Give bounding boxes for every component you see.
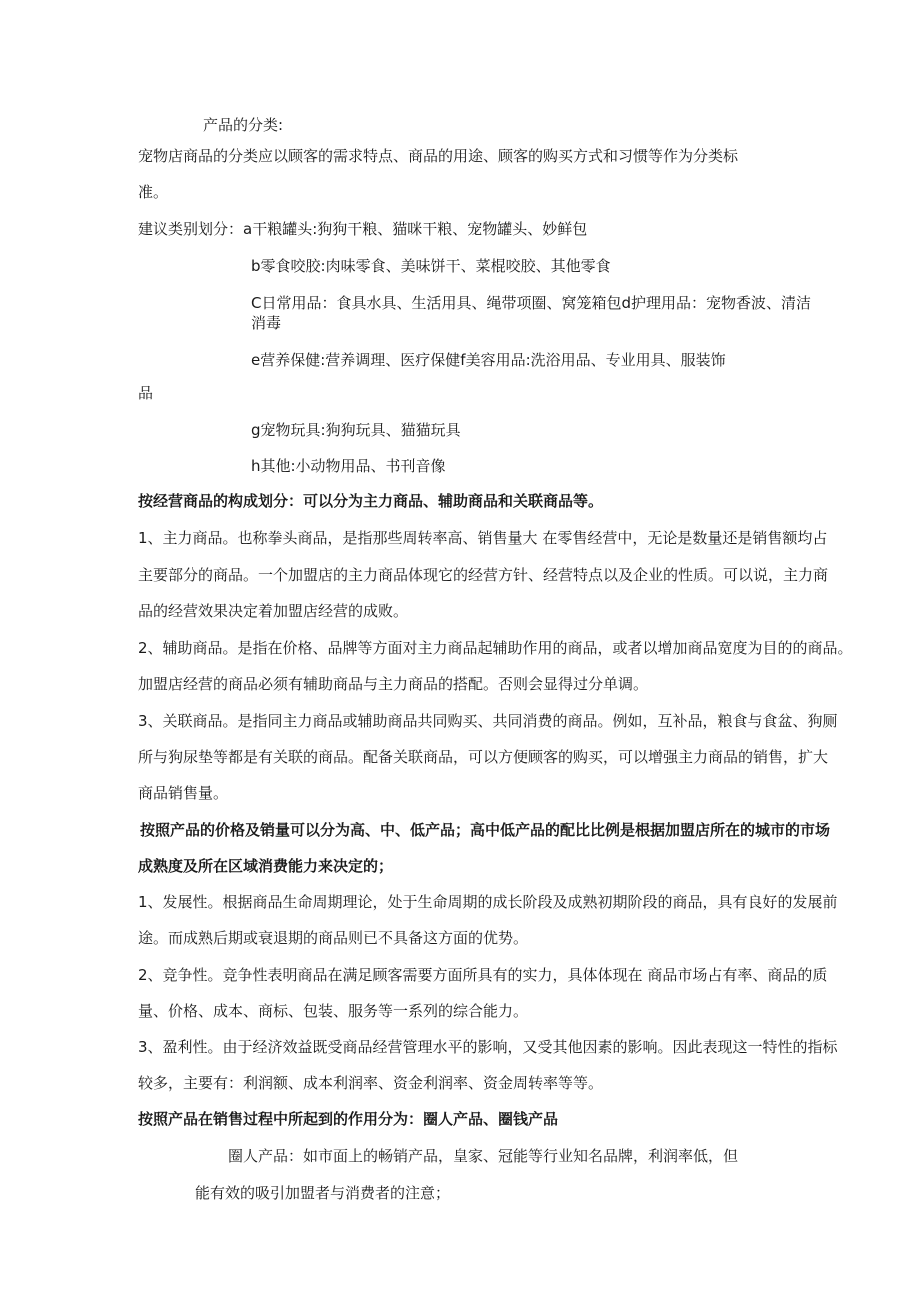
composition-p2-line-1: 2、辅助商品。是指在价格、品牌等方面对主力商品起辅助作用的商品，或者以增加商品宽度为目的的商品。 xyxy=(138,639,853,657)
price-p3-line-1: 3、盈利性。由于经济效益既受商品经营管理水平的影响，又受其他因素的影响。因此表现这一特性的指标 xyxy=(138,1038,838,1056)
category-c-line-2: 消毒 xyxy=(251,314,282,332)
role-line-2: 能有效的吸引加盟者与消费者的注意； xyxy=(195,1184,451,1202)
role-heading: 按照产品在销售过程中所起到的作用分为：圈人产品、圈钱产品 xyxy=(138,1110,559,1128)
category-b: b零食咬胶:肉味零食、美味饼干、菜棍咬胶、其他零食 xyxy=(251,257,611,275)
category-intro-line-1: 宠物店商品的分类应以顾客的需求特点、商品的用途、顾客的购买方式和习惯等作为分类标 xyxy=(138,147,739,165)
price-p3-line-2: 较多，主要有：利润额、成本利润率、资金利润率、资金周转率等等。 xyxy=(138,1074,604,1092)
price-p2-line-1: 2、竞争性。竞争性表明商品在满足顾客需要方面所具有的实力，具体体现在 商品市场占有率、商品的质 xyxy=(138,966,828,984)
category-e-line-2: 品 xyxy=(138,384,154,402)
price-p1-line-1: 1、发展性。根据商品生命周期理论，处于生命周期的成长阶段及成熟初期阶段的商品，具有良好的发展前 xyxy=(138,893,838,911)
composition-heading: 按经营商品的构成划分：可以分为主力商品、辅助商品和关联商品等。 xyxy=(138,492,604,510)
composition-p3-line-2: 所与狗尿垫等都是有关联的商品。配备关联商品，可以方便顾客的购买，可以增强主力商品的销售，扩大 xyxy=(138,748,829,766)
composition-p3-line-1: 3、关联商品。是指同主力商品或辅助商品共同购买、共同消费的商品。例如，互补品，粮食与食盆、狗厕 xyxy=(138,712,838,730)
price-heading-line-1: 按照产品的价格及销量可以分为高、中、低产品；高中低产品的配比比例是根据加盟店所在的城市的市场 xyxy=(140,821,831,839)
category-c-line-1: C日常用品：食具水具、生活用具、绳带项圈、窝笼箱包d护理用品：宠物香波、清洁 xyxy=(251,294,811,312)
composition-p1-line-1: 1、主力商品。也称拳头商品，是指那些周转率高、销售量大 在零售经营中，无论是数量还是销售额均占 xyxy=(138,529,828,547)
category-a: 建议类别划分：a干粮罐头:狗狗干粮、猫咪干粮、宠物罐头、妙鲜包 xyxy=(138,220,588,238)
category-heading: 产品的分类: xyxy=(203,116,284,134)
role-line-1: 圈人产品：如市面上的畅销产品，皇家、冠能等行业知名品牌，利润率低，但 xyxy=(228,1147,739,1165)
price-p2-line-2: 量、价格、成本、商标、包装、服务等一系列的综合能力。 xyxy=(138,1002,529,1020)
composition-p1-line-2: 主要部分的商品。一个加盟店的主力商品体现它的经营方针、经营特点以及企业的性质。可以说，主力商 xyxy=(138,566,829,584)
price-heading-line-2: 成熟度及所在区域消费能力来决定的； xyxy=(138,857,394,875)
category-intro-line-2: 准。 xyxy=(138,183,169,201)
category-e-line-1: e营养保健:营养调理、医疗保健f美容用品:洗浴用品、专业用具、服装饰 xyxy=(251,351,726,369)
composition-p1-line-3: 品的经营效果决定着加盟店经营的成败。 xyxy=(138,602,409,620)
price-p1-line-2: 途。而成熟后期或衰退期的商品则已不具备这方面的优势。 xyxy=(138,929,529,947)
category-h: h其他:小动物用品、书刊音像 xyxy=(251,457,446,475)
category-g: g宠物玩具:狗狗玩具、猫猫玩具 xyxy=(251,421,461,439)
composition-p3-line-3: 商品销售量。 xyxy=(138,784,229,802)
composition-p2-line-2: 加盟店经营的商品必须有辅助商品与主力商品的搭配。否则会显得过分单调。 xyxy=(138,675,649,693)
